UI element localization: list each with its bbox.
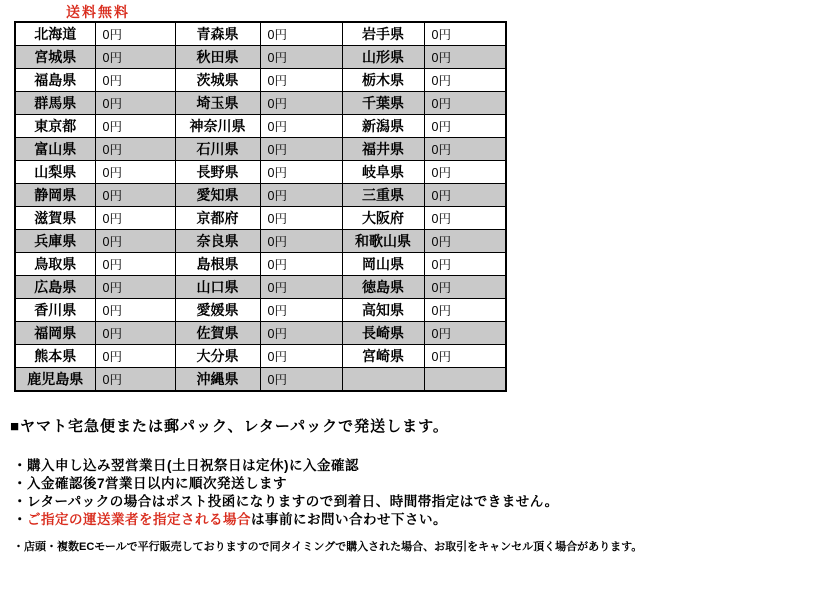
prefecture-cell: 京都府 [175,207,260,230]
fee-cell: 0円 [260,322,342,345]
table-row [15,22,506,46]
prefecture-cell: 宮城県 [15,46,95,69]
fee-cell: 0円 [95,92,175,115]
prefecture-cell: 長野県 [175,161,260,184]
prefecture-cell: 島根県 [175,253,260,276]
note-carrier-request-rest: は事前にお問い合わせ下さい。 [251,512,447,527]
fee-cell: 0円 [424,230,506,253]
prefecture-cell: 三重県 [342,184,424,207]
fee-cell: 0円 [260,138,342,161]
table-row [15,69,506,92]
fee-cell [424,368,506,392]
fee-cell: 0円 [260,69,342,92]
prefecture-cell: 香川県 [15,299,95,322]
prefecture-cell: 兵庫県 [15,230,95,253]
prefecture-cell: 佐賀県 [175,322,260,345]
fee-cell: 0円 [260,207,342,230]
fee-cell: 0円 [260,345,342,368]
fee-cell: 0円 [95,253,175,276]
prefecture-cell: 宮崎県 [342,345,424,368]
fee-cell: 0円 [95,368,175,392]
prefecture-cell: 滋賀県 [15,207,95,230]
fee-cell: 0円 [95,184,175,207]
fee-cell: 0円 [424,345,506,368]
fee-cell: 0円 [424,161,506,184]
free-shipping-label: 送料無料 [66,4,130,20]
table-row [15,230,506,253]
prefecture-cell: 福岡県 [15,322,95,345]
prefecture-cell: 岩手県 [342,22,424,46]
table-row [15,184,506,207]
prefecture-cell: 福島県 [15,69,95,92]
fee-cell: 0円 [424,92,506,115]
fee-cell: 0円 [95,276,175,299]
prefecture-cell: 栃木県 [342,69,424,92]
table-row [15,253,506,276]
prefecture-cell: 新潟県 [342,115,424,138]
shipping-fee-table-body [15,22,506,391]
prefecture-cell: 鹿児島県 [15,368,95,392]
prefecture-cell: 和歌山県 [342,230,424,253]
table-row [15,345,506,368]
note-shipping-schedule: ・入金確認後7営業日以内に順次発送します [13,476,288,491]
table-row [15,207,506,230]
fee-cell: 0円 [260,253,342,276]
fee-cell: 0円 [260,230,342,253]
table-row [15,322,506,345]
fee-cell: 0円 [424,207,506,230]
fee-cell: 0円 [424,138,506,161]
note-letterpack: ・レターパックの場合はポスト投函になりますので到着日、時間帯指定はできません。 [13,494,559,509]
prefecture-cell: 山梨県 [15,161,95,184]
fee-cell: 0円 [260,276,342,299]
prefecture-cell: 群馬県 [15,92,95,115]
fee-cell: 0円 [260,22,342,46]
fee-cell: 0円 [95,230,175,253]
table-row [15,92,506,115]
fee-cell: 0円 [424,115,506,138]
prefecture-cell [342,368,424,392]
fee-cell: 0円 [95,69,175,92]
fee-cell: 0円 [260,184,342,207]
fee-cell: 0円 [95,299,175,322]
fee-cell: 0円 [260,368,342,392]
prefecture-cell: 神奈川県 [175,115,260,138]
prefecture-cell: 秋田県 [175,46,260,69]
prefecture-cell: 高知県 [342,299,424,322]
fee-cell: 0円 [95,207,175,230]
fee-cell: 0円 [424,184,506,207]
prefecture-cell: 北海道 [15,22,95,46]
table-row [15,115,506,138]
fee-cell: 0円 [95,22,175,46]
prefecture-cell: 大分県 [175,345,260,368]
prefecture-cell: 愛知県 [175,184,260,207]
fee-cell: 0円 [424,299,506,322]
fee-cell: 0円 [95,46,175,69]
fee-cell: 0円 [95,322,175,345]
prefecture-cell: 千葉県 [342,92,424,115]
fee-cell: 0円 [260,115,342,138]
note-payment-confirmation: ・購入申し込み翌営業日(土日祝祭日は定休)に入金確認 [13,458,359,473]
prefecture-cell: 山形県 [342,46,424,69]
prefecture-cell: 青森県 [175,22,260,46]
fee-cell: 0円 [95,138,175,161]
fee-cell: 0円 [424,276,506,299]
fee-cell: 0円 [260,299,342,322]
prefecture-cell: 福井県 [342,138,424,161]
fee-cell: 0円 [95,115,175,138]
prefecture-cell: 岐阜県 [342,161,424,184]
prefecture-cell: 埼玉県 [175,92,260,115]
prefecture-cell: 山口県 [175,276,260,299]
shipping-notes-list [13,457,559,529]
table-row [15,161,506,184]
prefecture-cell: 沖縄県 [175,368,260,392]
fee-cell: 0円 [260,92,342,115]
table-row [15,368,506,392]
note-parallel-sales: ・店頭・複数ECモールで平行販売しておりますので同タイミングで購入された場合、お取引をキャンセル頂く場合があります。 [13,541,643,553]
shipping-method-note: ■ヤマト宅急便または郵パック、レターパックで発送します。 [10,418,449,435]
prefecture-cell: 奈良県 [175,230,260,253]
table-row [15,299,506,322]
fee-cell: 0円 [95,161,175,184]
prefecture-cell: 愛媛県 [175,299,260,322]
prefecture-cell: 石川県 [175,138,260,161]
fee-cell: 0円 [260,46,342,69]
prefecture-cell: 大阪府 [342,207,424,230]
prefecture-cell: 茨城県 [175,69,260,92]
prefecture-cell: 静岡県 [15,184,95,207]
note-carrier-request [13,511,559,529]
prefecture-cell: 広島県 [15,276,95,299]
fee-cell: 0円 [95,345,175,368]
fee-cell: 0円 [424,322,506,345]
table-row [15,46,506,69]
table-row [15,138,506,161]
prefecture-cell: 熊本県 [15,345,95,368]
shipping-fee-table [14,21,507,392]
fee-cell: 0円 [424,46,506,69]
prefecture-cell: 岡山県 [342,253,424,276]
note-carrier-request-highlight: ご指定の運送業者を指定される場合 [27,512,251,527]
prefecture-cell: 長崎県 [342,322,424,345]
bullet-marker: ・ [13,512,27,527]
prefecture-cell: 徳島県 [342,276,424,299]
prefecture-cell: 富山県 [15,138,95,161]
fee-cell: 0円 [424,69,506,92]
prefecture-cell: 鳥取県 [15,253,95,276]
table-row [15,276,506,299]
fee-cell: 0円 [424,253,506,276]
fee-cell: 0円 [260,161,342,184]
fee-cell: 0円 [424,22,506,46]
prefecture-cell: 東京都 [15,115,95,138]
